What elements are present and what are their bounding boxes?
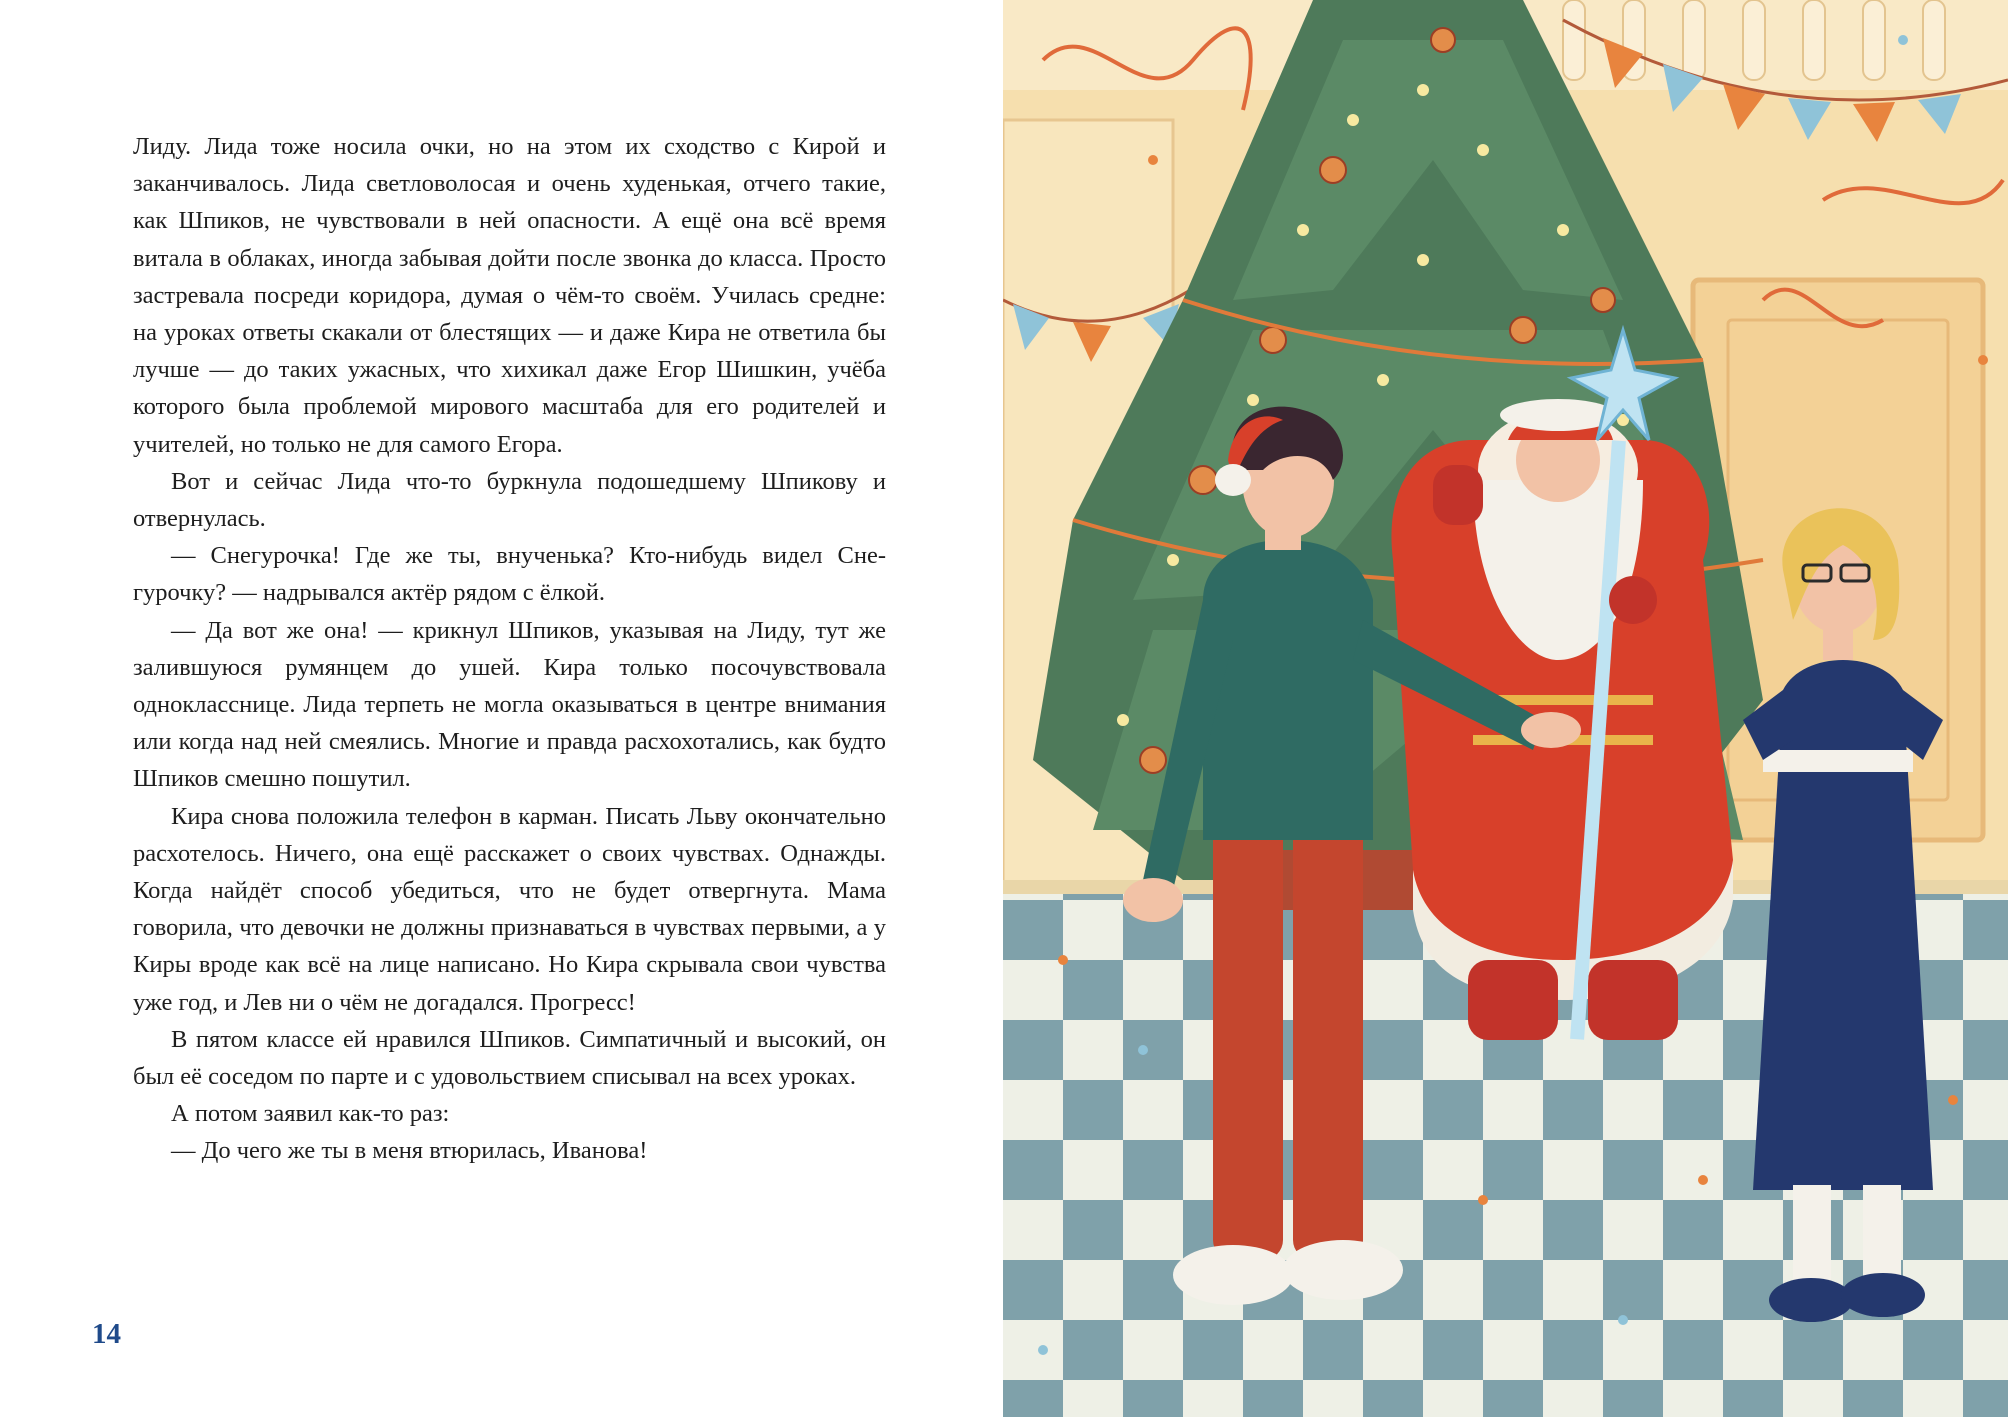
paragraph-4: — Да вот же она! — крикнул Шпиков, указывая на Лиду, тут же залившуюся румянцем до ушей. Кира только посочувствовала однокласснице. Лида терпеть не могла оказываться в центре внимания или когда над ней смеялись. Многие и правда расхохотались, как будто Шпиков смешно пошутил. (133, 616, 886, 793)
paragraph-7: А потом заявил как-то раз: (171, 1100, 450, 1128)
page-number: 14 (92, 1318, 121, 1350)
paragraph-8: — До чего же ты в меня втюрилась, Иванова! (171, 1137, 648, 1165)
paragraph-2: Вот и сейчас Лида что-то буркнула подошедшему Шпикову и отвернулась. (133, 467, 886, 533)
christmas-party-illustration (1003, 0, 2008, 1417)
illustration-page (1003, 0, 2008, 1417)
paragraph-6: В пятом классе ей нравился Шпиков. Симпатичный и высокий, он был её соседом по парте и с удовольствием списывал на всех уроках. (133, 1025, 886, 1091)
paragraph-1: Лиду. Лида тоже носила очки, но на этом их сходство с Кирой и заканчивалось. Лида светловолосая и очень худенькая, отчего такие, как Шпиков, не чувствовали в ней опасности. А ещё она всё время витала в облаках, иногда забывая дойти после звонка до класса. Просто застревала посреди коридора, думая о чём-то своём. Училась средне: на уроках ответы скакали от блестящих — и даже Кира не ответила бы лучше — до таких ужасных, что хихикал даже Егор Шишкин, учёба которого была проблемой мирового масштаба для его родителей и учителей, но только не для самого Егора. (133, 133, 886, 458)
text-block (133, 128, 886, 1170)
paragraph-5: Кира снова положила телефон в карман. Писать Льву окончательно расхотелось. Ничего, она ещё расскажет о своих чувствах. Однажды. Когда найдёт способ убедиться, что не будет отвергнута. Мама говорила, что девочки не должны признаваться в чувствах первыми, а у Киры вроде как всё на лице написано. Но Кира скрывала свои чувства уже год, и Лев ни о чём не догадался. Прогресс! (133, 802, 886, 1016)
paragraph-3: — Снегурочка! Где же ты, внученька? Кто-нибудь видел Снегурочку? — надрывался актёр рядом с ёлкой. (133, 542, 886, 607)
left-page (0, 0, 1003, 1417)
